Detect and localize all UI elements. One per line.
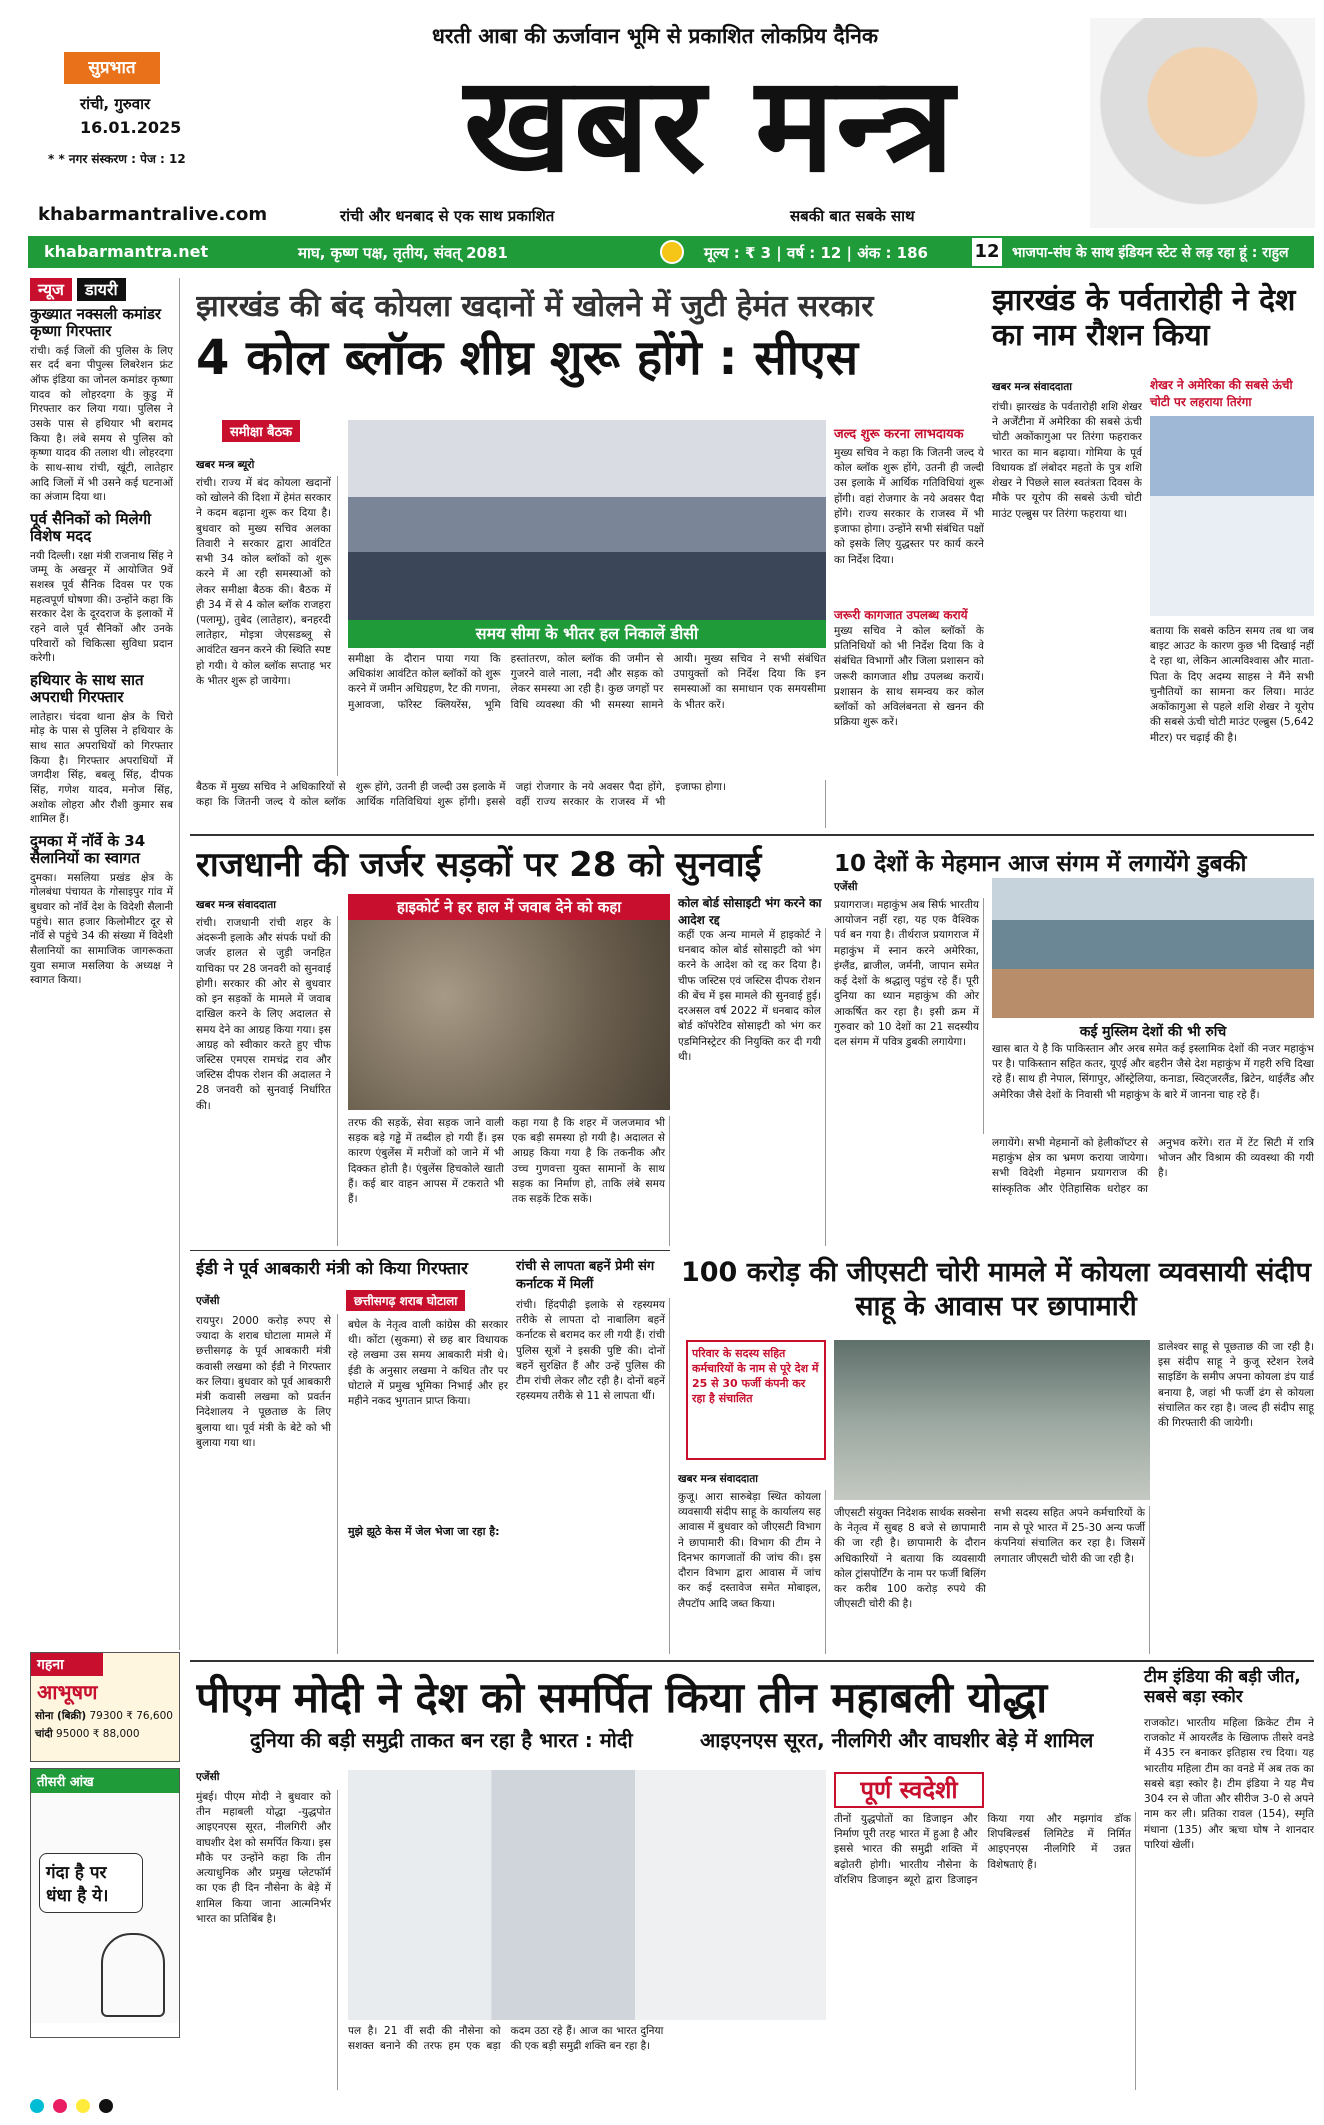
kumbh-byline: एजेंसी xyxy=(834,881,858,893)
society-body: कहीं एक अन्य मामले में हाइकोर्ट ने धनबाद कोल बोर्ड सोसाइटी को भंग करने के आदेश को रद्द कर दिया है। चीफ जस्टिस एवं जस्टिस दीपक रोशन की बेंच में इस मामले की सुनवाई हुई। दरअसल वर्ष 2022 में धनबाद कोल बोर्ड कॉपरेटिव सोसाइटी को भंग कर एडमिनिस्ट्रेटर की नियुक्ति कर दी गयी थी। xyxy=(678,928,826,1246)
registration-dot-icon xyxy=(30,2099,44,2113)
ad-title: गहना xyxy=(31,1653,103,1676)
lead-photo xyxy=(348,420,826,640)
masthead-slogan: सबकी बात सबके साथ xyxy=(790,207,915,225)
sidebar-item-heading: पूर्व सैनिकों को मिलेगी विशेष मदद xyxy=(30,510,152,546)
section-divider xyxy=(190,1660,1314,1662)
masthead-published-from: रांची और धनबाद से एक साथ प्रकाशित xyxy=(340,207,555,225)
strip-ticker[interactable]: भाजपा-संघ के साथ इंडियन स्टेट से लड़ रहा हूं : राहुल xyxy=(1012,245,1289,261)
modi-byline: एजेंसी xyxy=(196,1771,220,1783)
arrest-byline: एजेंसी xyxy=(196,1295,220,1307)
cartoon-figure-icon xyxy=(101,1933,165,2017)
sidebar-item-text: दुमका। मसलिया प्रखंड क्षेत्र के गोलबंधा पंचायत के गोसाइपुर गांव में बुधवार को नॉर्वे देश के विदेशी सैलानी पहुंचे। सात हजार किलोमीटर दूर से नॉर्वे से पहुंचे 34 की संख्या में विदेशी सैलानियों का सामाजिक जागरूकता युवा समाज मसलिया के अध्यक्ष ने स्वागत किया। xyxy=(30,871,173,987)
arrest-headline: ईडी ने पूर्व आबकारी मंत्री को किया गिरफ्तार xyxy=(196,1259,468,1279)
roads-body-2: तरफ की सड़कें, सेवा सड़क जाने वाली सड़क बड़े गड्ढे में तब्दील हो गयी हैं। इस कारण एंबुलेंस में मरीजों को जाने में भी दिक्कत होती है। एंबुलेंस हिचकोले खाती हैं। कई बार वाहन आपस में टकराते भी हैं। xyxy=(348,1117,504,1206)
masthead-title: खबर मन्त्र xyxy=(464,48,956,202)
modi-sub-right: आइएनएस सूरत, नीलगिरी और वाघशीर बेड़े में शामिल xyxy=(700,1728,1094,1752)
gst-body-2: जीएसटी संयुक्त निदेशक सार्थक सक्सेना के नेतृत्व में सुबह 8 बजे से छापामारी की जा रही है। छापामारी के दौरान अधिकारियों ने बताया कि व्यवसायी कोल ट्रांसपोर्टिंग के नाम पर फर्जी बिलिंग कर करीब 100 करोड़ रुपये की जीएसटी चोरी की है। xyxy=(834,1507,986,1611)
modi-body-2: तीनों युद्धपोतों का डिजाइन और निर्माण पूरी तरह भारत में हुआ है और इससे भारत की समुद्री शक्ति में बढ़ोतरी होगी। भारतीय नौसेना के वॉरशिप डिजाइन ब्यूरो द्वारा डिजाइन किया गया और मझगांव डॉक शिपबिल्डर्स लिमिटेड में निर्मित आइएनएस नीलगिरि में उन्नत विशेषताएं हैं। xyxy=(834,1812,1136,2090)
gold-rate-row xyxy=(31,1707,179,1725)
gold-rate-label: सोना (बिक्री) xyxy=(35,1710,87,1722)
lead-body-1: रांची। राज्य में बंद कोयला खदानों को खोलने की दिशा में हेमंत सरकार ने कदम बढ़ाना शुरू कर दिया है। बुधवार को मुख्य सचिव अलका तिवारी ने सरकार द्वारा आवंटित सभी 34 कोल ब्लॉकों को शुरू करने में आ रही समस्याओं को लेकर समीक्षा बैठक की। बैठक में ही 34 में से 4 कोल ब्लॉक राजहरा (पलामू), तुबेद (लातेहार), बनहरदी लातेहार, मोइत्रा जेएसडब्लू से आवंटित खनन करने की स्थिति स्पष्ट हो गयी। ये कोल ब्लॉक सप्ताह भर के भीतर शुरू हो जायेगा। xyxy=(196,476,338,776)
diary-label: डायरी xyxy=(77,278,126,301)
gst-body-3: सभी सदस्य सहित अपने कर्मचारियों के नाम से पूरे भारत में 25-30 अन्य फर्जी कंपनियां संचालित कर रहा है। जिसमें लगातार जीएसटी चोरी की जा रही है। xyxy=(994,1506,1150,1654)
masthead xyxy=(0,0,1324,232)
section-divider xyxy=(190,834,1314,836)
silver-rate-value: 95000 ₹ 88,000 xyxy=(56,1728,140,1740)
missing-headline: रांची से लापता बहनें प्रेमी संग कर्नाटक में मिलीं xyxy=(516,1259,655,1292)
arrest-body-2: बघेल के नेतृत्व वाली कांग्रेस की सरकार थी। कोंटा (सुकमा) से छह बार विधायक रहे लखमा उस समय आबकारी मंत्री थे। ईडी के अनुसार लखमा ने कथित तौर पर घोटाले में प्रमुख भूमिका निभाई और हर महीने नकद भुगतान प्राप्त किया। xyxy=(348,1319,508,1408)
climber-body: रांची। झारखंड के पर्वतारोही शशि शेखर ने अर्जेंटीना में अमेरिका की सबसे ऊंची चोटी अकोंकागुआ पर तिरंगा फहराकर भारत का मान बढ़ाया। गोमिया के पूर्व विधायक डॉ लंबोदर महतो के पुत्र शशि शेखर ने पिछले साल स्वतंत्रता दिवस के मौके पर यूरोप की सबसे ऊंची चोटी माउंट एल्ब्रुस पर तिरंगा फहराया था। xyxy=(992,401,1142,520)
gst-photo xyxy=(834,1340,1150,1500)
sidebar-item-heading: दुमका में नॉर्वे के 34 सैलानियों का स्वागत xyxy=(30,832,146,868)
lead-headline: 4 कोल ब्लॉक शीघ्र शुरू होंगे : सीएस xyxy=(196,330,859,386)
sidebar-item xyxy=(30,833,173,988)
gst-body: कुजू। आरा सारुबेड़ा स्थित कोयला व्यवसायी संदीप साहू के कार्यालय सह आवास में बुधवार को जीएसटी विभाग ने छापामारी की। विभाग की टीम ने दिनभर कागजातों की जांच की। इस दौरान विभाग द्वारा आवास में जांच कर कई दस्तावेज समेत मोबाइल, लैपटॉप आदि जब्त किया। xyxy=(678,1490,826,1654)
sidebar-item xyxy=(30,672,173,827)
roads-body: रांची। राजधानी रांची शहर के अंदरूनी इलाके और संपर्क पथों की जर्जर हालत से जुड़ी जनहित याचिका पर 28 जनवरी को सुनवाई होगी। सरकार की ओर से बुधवार को इन सड़कों के मामले में जवाब दाखिल करने के लिए अदालत से समय देने का आग्रह किया गया। इस आग्रह को स्वीकार करते हुए चीफ जस्टिस एमएस रामचंद्र राव और जस्टिस दीपक रोशन की अदालत ने 28 जनवरी को सुनवाई निर्धारित की। xyxy=(196,916,338,1246)
strip-logo-icon xyxy=(660,240,684,264)
strip-page-no: 12 xyxy=(972,238,1002,266)
climber-body-2: बताया कि सबसे कठिन समय तब था जब बाइट आउट के कारण कुछ भी दिखाई नहीं दे रहा था, लेकिन आत्मविश्वास और माता-पिता के दिए अदम्य साहस ने मैंने सभी चुनौतियों का सामना कर लिया। माउंट अकोंकागुआ से पहले शशि शेखर ने यूरोप की सबसे ऊंची चोटी माउंट एल्ब्रुस (5,642 मीटर) पर चढ़ाई की है। xyxy=(1150,625,1314,744)
print-registration-marks xyxy=(30,2098,1314,2118)
gst-highlight: परिवार के सदस्य सहित कर्मचारियों के नाम से पूरे देश में 25 से 30 फर्जी कंपनी कर रहा है संचालित xyxy=(686,1340,826,1460)
modi-tag: पूर्ण स्वदेशी xyxy=(834,1772,984,1808)
info-strip xyxy=(28,236,1314,268)
sidebar xyxy=(30,278,180,1650)
lead-tag-label: समीक्षा बैठक xyxy=(222,420,300,442)
lead-byline: खबर मन्त्र ब्यूरो xyxy=(196,459,255,471)
kumbh-caption: कई मुस्लिम देशों की भी रुचि xyxy=(1079,1024,1227,1040)
gst-body-4: डालेश्वर साहू से पूछताछ की जा रही है। इस संदीप साहू ने कुजू स्टेशन रेलवे साइडिंग के समीप अपना कोयला डंप यार्ड बनाया है, जहां भी फर्जी ढंग से कोयला संचालित कर रहा है। जल्द ही संदीप साहू की गिरफ्तारी की जायेगी। xyxy=(1158,1341,1314,1430)
sidebar-item-heading: हथियार के साथ सात अपराधी गिरफ्तार xyxy=(30,671,144,707)
modi-body: मुंबई। पीएम मोदी ने बुधवार को तीन महाबली योद्धा -युद्धपोत आइएनएस सूरत, नीलगिरी और वाघशीर देश को समर्पित किया। इस मौके पर उन्होंने कहा कि तीन अत्याधुनिक और प्रमुख प्लेटफॉर्म का एक ही दिन नौसेना के बेड़े में शामिल किया जाना आत्मनिर्भर भारत का प्रतिबिंब है। xyxy=(196,1790,338,2090)
climber-photo xyxy=(1150,416,1314,616)
lead-side-heading: जल्द शुरू करना लाभदायक xyxy=(834,427,964,442)
roads-headline: राजधानी की जर्जर सड़कों पर 28 को सुनवाई xyxy=(196,845,762,885)
modi-photo xyxy=(348,1770,826,2020)
masthead-tagline: धरती आबा की ऊर्जावान भूमि से प्रकाशित लोकप्रिय दैनिक xyxy=(431,24,879,48)
news-label: न्यूज xyxy=(30,278,72,301)
gst-headline: 100 करोड़ की जीएसटी चोरी मामले में कोयला व्यवसायी संदीप साहू के आवास पर छापामारी xyxy=(680,1257,1312,1322)
cartoon-label: तीसरी आंख xyxy=(31,1769,179,1793)
missing-body: रांची। हिंदपीढ़ी इलाके से रहस्यमय तरीके से लापता दो नाबालिग बहनें कर्नाटक से बरामद कर ली गयी हैं। रांची पुलिस सूत्रों ने इसकी पुष्टि की। दोनों बहनें सुरक्षित हैं और उन्हें पुलिस की टीम रांची लेकर लौट रही है। दोनों बहनें रहस्यमय तरीके से 11 से लापता थीं। xyxy=(516,1298,670,1654)
modi-sub-left: दुनिया की बड़ी समुद्री ताकत बन रहा है भारत : मोदी xyxy=(250,1728,633,1752)
news-diary-label xyxy=(30,278,173,300)
arrest-tag xyxy=(346,1290,465,1311)
lead-tag xyxy=(222,420,300,442)
modi-body-3: पल है। 21 वीं सदी की नौसेना को सशक्त बनाने की तरफ हम एक बड़ा कदम उठा रहे हैं। आज का भारत दुनिया की एक बड़ी समुद्री शक्ति बन रहा है। xyxy=(348,2025,664,2053)
strip-price: मूल्य : ₹ 3 | वर्ष : 12 | अंक : 186 xyxy=(704,244,928,262)
jewellery-rates-ad xyxy=(30,1652,180,1762)
edition-badge: सुप्रभात xyxy=(64,52,160,84)
kumbh-headline: 10 देशों के मेहमान आज संगम में लगायेंगे डुबकी xyxy=(834,851,1247,877)
cricket-body: राजकोट। भारतीय महिला क्रिकेट टीम ने राजकोट में आयरलैंड के खिलाफ तीसरे वनडे में 435 रन बनाकर इतिहास रच दिया। यह भारतीय महिला टीम का वनडे में अब तक का सबसे बड़ा स्कोर है। टीम इंडिया ने यह मैच 304 रन से जीता और सीरीज 3-0 से अपने नाम कर ली। प्रतिका रावल (154), स्मृति मंधाना (135) और ऋचा घोष ने शानदार पारियां खेलीं। xyxy=(1144,1717,1314,1851)
lead-kicker: झारखंड की बंद कोयला खदानों में खोलने में जुटी हेमंत सरकार xyxy=(196,289,874,324)
kumbh-caption-body: खास बात ये है कि पाकिस्तान और अरब समेत कई इस्लामिक देशों की नजर महाकुंभ पर है। पाकिस्तान सहित कतर, यूएई और बहरीन जैसे देश महाकुंभ में गहरी रुचि दिखा रहे हैं। साथ ही नेपाल, सिंगापुर, ऑस्ट्रेलिया, कनाडा, स्विट्जरलैंड, ब्रिटेन, थाईलैंड और अमेरिका जैसे देशों के निवासी भी महाकुंभ के बारे में जानना चाह रहे हैं। xyxy=(992,1043,1314,1101)
arrest-body: रायपुर। 2000 करोड़ रुपए से ज्यादा के शराब घोटाला मामले में छत्तीसगढ़ के पूर्व आबकारी मंत्री कवासी लखमा को ईडी ने गिरफ्तार कर लिया। बुधवार को पूर्व आबकारी मंत्री कवासी लखमा को प्रवर्तन निदेशालय ने पूछताछ के लिए बुलाया था। पूर्व मंत्री के बेटे को भी बुलाया गया था। xyxy=(196,1314,338,1654)
lead-body-3: समीक्षा के दौरान पाया गया कि अधिकांश आवंटित कोल ब्लॉकों को शुरू करने में जमीन अधिग्रहण, रैट की गणना, मुआवजा, फॉरेस्ट क्लियरेंस, भूमि हस्तांतरण, कोल ब्लॉक की जमीन से गुजरने वाले नाला, नदी और सड़क को लेकर समस्या आ रही है। कुछ जगहों पर विधि व्यवस्था की भी समस्या सामने आयी। मुख्य सचिव ने सभी संबंधित उपायुक्तों को निर्देश दिया कि इन समस्याओं का समाधान एक समयसीमा के भीतर करें। xyxy=(348,653,826,711)
lead-body-2: बैठक में मुख्य सचिव ने अधिकारियों से कहा कि जितनी जल्द ये कोल ब्लॉक शुरू होंगे, उतनी ही जल्दी उस इलाके में आर्थिक गतिविधियां शुरू होंगी। इससे जहां रोजगार के नये अवसर पैदा होंगे, वहीं राज्य सरकार के राजस्व में भी इजाफा होगा। xyxy=(196,780,826,828)
lead-side-heading-2: जरूरी कागजात उपलब्ध करायें xyxy=(834,608,968,622)
ad-subtitle: आभूषण xyxy=(37,1680,98,1704)
roads-byline: खबर मन्त्र संवाददाता xyxy=(196,899,276,911)
registration-dot-icon xyxy=(76,2099,90,2113)
sidebar-item-heading: कुख्यात नक्सली कमांडर कृष्णा गिरफ्तार xyxy=(30,305,162,341)
masthead-city-day: रांची, गुरुवार xyxy=(80,95,151,113)
cartoon-drawing xyxy=(31,1793,179,2023)
kumbh-photo xyxy=(992,878,1314,1018)
portrait-photo xyxy=(1090,18,1315,228)
silver-rate-label: चांदी xyxy=(35,1728,53,1740)
masthead-site[interactable]: khabarmantralive.com xyxy=(38,204,268,225)
sidebar-item xyxy=(30,511,173,666)
registration-dot-icon xyxy=(53,2099,67,2113)
masthead-edition: * * नगर संस्करण : पेज : 12 xyxy=(48,152,186,166)
lead-side-body-2: मुख्य सचिव ने कोल ब्लॉकों के प्रतिनिधियों को भी निर्देश दिया कि वे संबंधित विभागों और जिला प्रशासन को जरूरी कागजात शीघ्र उपलब्ध करायें। प्रशासन के साथ समन्वय कर कोल ब्लॉकों को अविलंबनता से खनन की प्रक्रिया शुरू करें। xyxy=(834,625,984,729)
climber-byline: खबर मन्त्र संवाददाता xyxy=(992,381,1072,393)
cartoon-box xyxy=(30,1768,180,2038)
climber-caption: शेखर ने अमेरिका की सबसे ऊंची चोटी पर लहराया तिरंगा xyxy=(1150,378,1293,409)
arrest-subhead: मुझे झूठे केस में जेल भेजा जा रहा है: xyxy=(348,1525,500,1538)
sidebar-item-text: नयी दिल्ली। रक्षा मंत्री राजनाथ सिंह ने जम्मू के अखनूर में आयोजित 9वें सशस्त्र पूर्व सैनिक दिवस पर एक महत्वपूर्ण घोषणा की। उन्होंने कहा कि सरकार देश के दूरदराज के इलाकों में रहने वाले पूर्व सैनिकों और उनके परिवारों को चिकित्सा सुविधा प्रदान करेगी। xyxy=(30,549,173,665)
strip-panchang: माघ, कृष्ण पक्ष, तृतीय, संवत् 2081 xyxy=(298,244,508,262)
gst-byline: खबर मन्त्र संवाददाता xyxy=(678,1473,758,1485)
climber-headline: झारखंड के पर्वतारोही ने देश का नाम रौशन किया xyxy=(992,283,1296,353)
kumbh-body: प्रयागराज। महाकुंभ अब सिर्फ भारतीय आयोजन नहीं रहा, यह एक वैश्विक पर्व बन गया है। तीर्थराज प्रयागराज में महाकुंभ में स्नान करने अमेरिका, इंग्लैंड, ब्राजील, जर्मनी, जापान समेत कई देशों के श्रद्धालु पहुंच रहे हैं। पूरी दुनिया का ध्यान महाकुंभ की ओर आकर्षित कर रहा है। इसी क्रम में गुरुवार को 10 देशों का 21 सदस्यीय दल संगम में पवित्र डुबकी लगायेगा। xyxy=(834,898,984,1134)
roads-body-3: कहा गया है कि शहर में जलजमाव भी एक बड़ी समस्या हो गयी है। अदालत से आग्रह किया गया है कि तकनीक और उच्च गुणवत्ता युक्त सामानों के साथ सड़क का निर्माण हो, ताकि लंबे समय तक सड़कें टिक सकें। xyxy=(512,1116,670,1246)
arrest-tag-label: छत्तीसगढ़ शराब घोटाला xyxy=(346,1290,465,1311)
cricket-headline: टीम इंडिया की बड़ी जीत, सबसे बड़ा स्कोर xyxy=(1144,1667,1301,1707)
silver-rate-row xyxy=(31,1725,179,1743)
lead-side-body: मुख्य सचिव ने कहा कि जितनी जल्द ये कोल ब्लॉक शुरू होंगे, उतनी ही जल्दी उस इलाके में आर्थिक गतिविधियां शुरू होंगी। वहां रोजगार के नये अवसर पैदा होंगे। राज्य सरकार के राजस्व में भी इजाफा होगा। उन्होंने सभी संबंधित पक्षों को इसके लिए युद्धस्तर पर कार्य करने का निर्देश दिया। xyxy=(834,447,984,566)
cartoon-speech: गंदा है पर धंधा है ये। xyxy=(39,1853,143,1913)
roads-photo-caption: हाइकोर्ट ने हर हाल में जवाब देने को कहा xyxy=(348,894,670,920)
lead-photo-caption: समय सीमा के भीतर हल निकालें डीसी xyxy=(348,620,826,648)
roads-photo xyxy=(348,920,670,1110)
masthead-date: 16.01.2025 xyxy=(80,118,182,137)
section-divider xyxy=(190,1250,670,1251)
modi-headline: पीएम मोदी ने देश को समर्पित किया तीन महाबली योद्धा xyxy=(196,1673,1048,1722)
society-headline: कोल बोर्ड सोसाइटी भंग करने का आदेश रद्द xyxy=(678,896,822,927)
registration-dot-icon xyxy=(99,2099,113,2113)
gold-rate-value: 79300 ₹ 76,600 xyxy=(89,1710,173,1722)
sidebar-item-text: लातेहार। चंदवा थाना क्षेत्र के चिरो मोड़ के पास से पुलिस ने हथियार के साथ सात अपराधियों को गिरफ्तार किया है। गिरफ्तार अपराधियों में जगदीश सिंह, बबलू सिंह, दीपक सिंह, गणेश यादव, मनोज सिंह, अशोक लोहरा और रौशी कुमार सब शामिल हैं। xyxy=(30,710,173,826)
strip-site[interactable]: khabarmantra.net xyxy=(44,242,209,261)
sidebar-item xyxy=(30,306,173,505)
sidebar-item-text: रांची। कई जिलों की पुलिस के लिए सर दर्द बना पीपुल्स लिबरेशन फ्रंट ऑफ इंडिया का जोनल कमांडर कृष्णा यादव को लोहरदगा के कुडु में गिरफ्तार कर लिया गया। पुलिस ने उसके पास से हथियार भी बरामद किया है। लंबे समय से पुलिस को कृष्णा यादव की तलाश थी। लोहरदगा के साथ-साथ रांची, खूंटी, लातेहार आदि जिलों में भी उसने कई घटनाओं का अंजाम दिया था। xyxy=(30,344,173,504)
kumbh-body-2: लगायेंगे। सभी मेहमानों को हेलीकॉप्टर से महाकुंभ क्षेत्र का भ्रमण कराया जायेगा। सभी विदेशी मेहमान प्रयागराज की सांस्कृतिक और ऐतिहासिक धरोहर का अनुभव करेंगे। रात में टेंट सिटी में रात्रि भोजन और विश्राम की व्यवस्था की गयी है। xyxy=(992,1137,1314,1195)
